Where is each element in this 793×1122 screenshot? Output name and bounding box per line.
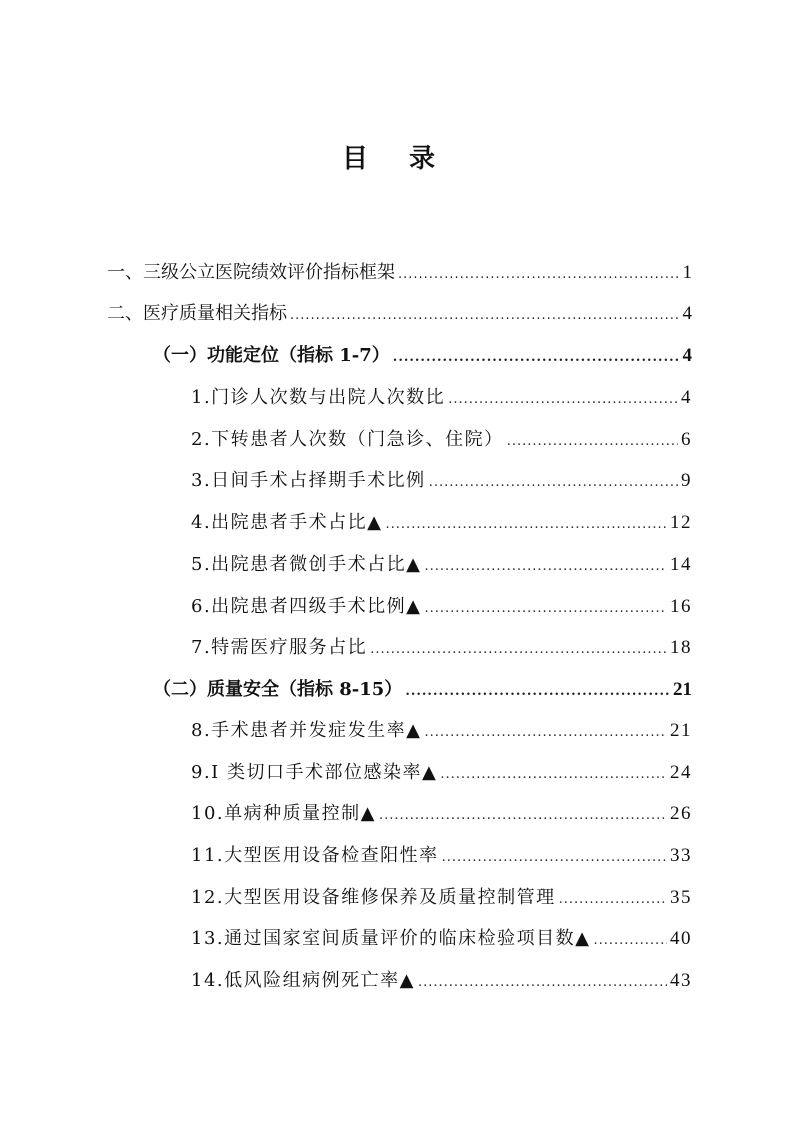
dot-leader [425, 725, 667, 740]
toc-page-number: 1 [682, 262, 692, 283]
toc-entry-level3[interactable] [191, 799, 692, 829]
toc-page-number: 40 [670, 928, 692, 949]
toc-entry-level3[interactable] [191, 425, 692, 455]
toc-entry-level3[interactable] [191, 758, 692, 788]
dot-leader [290, 308, 680, 323]
dot-leader [398, 267, 680, 282]
toc-page-number: 33 [670, 845, 692, 866]
toc-page-number: 4 [681, 387, 692, 408]
dot-leader [442, 850, 667, 865]
dot-leader [370, 642, 667, 657]
toc-entry-level1[interactable] [107, 299, 692, 329]
toc-page-number: 21 [673, 679, 692, 700]
toc-entry-level3[interactable] [191, 633, 692, 663]
toc-page-number: 21 [670, 720, 692, 741]
toc-entry-level3[interactable] [191, 383, 692, 413]
toc-entry-label: 12.大型医用设备维修保养及质量控制管理 [191, 887, 556, 908]
toc-entry-level2[interactable] [153, 341, 692, 371]
dot-leader [386, 517, 667, 532]
toc-page-number: 43 [670, 970, 692, 991]
toc-entry-label: 14.低风险组病例死亡率▲ [191, 970, 415, 991]
toc-entry-level3[interactable] [191, 508, 692, 538]
toc-page-number: 16 [670, 596, 692, 617]
toc-entry-level3[interactable] [191, 841, 692, 871]
toc-page-number: 4 [682, 303, 692, 324]
toc-entry-label: 10.单病种质量控制▲ [191, 803, 376, 824]
toc-entry-label: 5.出院患者微创手术占比▲ [191, 554, 422, 575]
toc-entry-label: 11.大型医用设备检查阳性率 [191, 845, 439, 866]
toc-entry-level3[interactable] [191, 924, 692, 954]
toc-entry-level3[interactable] [191, 466, 692, 496]
dot-leader [418, 975, 667, 990]
toc-entry-label: 一、三级公立医院绩效评价指标框架 [107, 262, 395, 283]
toc-entry-label: （一）功能定位（指标 1-7） [153, 345, 390, 366]
toc-entry-label: 9.I 类切口手术部位感染率▲ [191, 762, 438, 783]
toc-entry-level1[interactable] [107, 258, 692, 288]
toc-entry-level3[interactable] [191, 716, 692, 746]
toc-entry-label: 7.特需医疗服务占比 [191, 637, 368, 658]
toc-page-number: 18 [670, 637, 692, 658]
dot-leader [379, 808, 667, 823]
toc-entry-label: 13.通过国家室间质量评价的临床检验项目数▲ [191, 928, 591, 949]
dot-leader [405, 684, 670, 699]
toc-page-number: 6 [681, 429, 692, 450]
dot-leader [593, 933, 667, 948]
toc-page-number: 12 [670, 512, 692, 533]
toc-entry-label: 3.日间手术占择期手术比例 [191, 470, 426, 491]
dot-leader [425, 559, 667, 574]
toc-page-number: 26 [670, 803, 692, 824]
toc-entry-label: （二）质量安全（指标 8-15） [153, 679, 403, 700]
toc-entry-label: 1.门诊人次数与出院人次数比 [191, 387, 446, 408]
toc-page-number: 14 [670, 554, 692, 575]
toc-entry-level3[interactable] [191, 550, 692, 580]
toc-entry-level3[interactable] [191, 966, 692, 996]
dot-leader [448, 392, 678, 407]
page-title: 目 录 [341, 144, 452, 174]
toc-entry-label: 二、医疗质量相关指标 [107, 303, 287, 324]
toc-page-number: 35 [670, 887, 692, 908]
toc-entry-level2[interactable] [153, 675, 692, 705]
toc-page-number: 24 [670, 762, 692, 783]
dot-leader [559, 892, 667, 907]
toc-entry-level3[interactable] [191, 883, 692, 913]
toc-entry-label: 4.出院患者手术占比▲ [191, 512, 383, 533]
dot-leader [429, 475, 678, 490]
toc-page-number: 4 [682, 345, 692, 366]
toc-entry-label: 6.出院患者四级手术比例▲ [191, 596, 422, 617]
toc-entry-level3[interactable] [191, 592, 692, 622]
toc-entry-label: 2.下转患者人次数（门急诊、住院） [191, 429, 504, 450]
toc-page-number: 9 [681, 470, 692, 491]
dot-leader [507, 434, 678, 449]
dot-leader [440, 767, 667, 782]
dot-leader [393, 350, 680, 365]
dot-leader [425, 601, 667, 616]
toc-entry-label: 8.手术患者并发症发生率▲ [191, 720, 422, 741]
